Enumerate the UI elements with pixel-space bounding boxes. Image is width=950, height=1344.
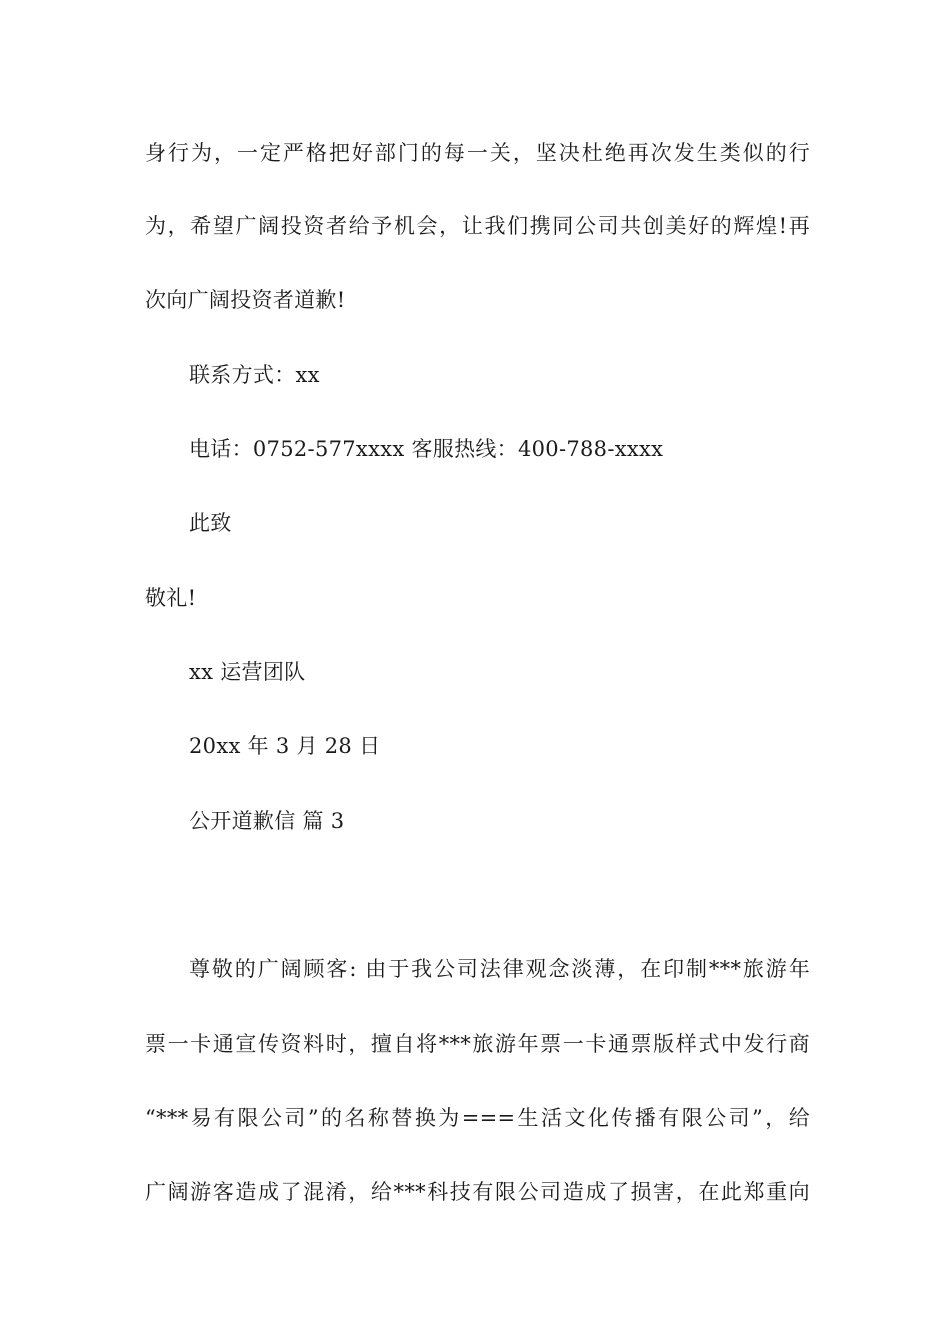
body-text-line: 票一卡通宣传资料时，擅自将***旅游年票一卡通票版样式中发行商 xyxy=(145,1032,810,1056)
signature-line: xx 运营团队 xyxy=(189,660,306,684)
body-text-line: 次向广阔投资者道歉! xyxy=(145,288,346,312)
body-text-line: “***易有限公司”的名称替换为===生活文化传播有限公司”，给 xyxy=(145,1106,810,1130)
salutation-line: 敬礼! xyxy=(145,586,197,610)
contact-line: 联系方式：xx xyxy=(189,363,320,387)
phone-line: 电话：0752-577xxxx 客服热线：400-788-xxxx xyxy=(189,437,664,461)
section-heading: 公开道歉信 篇 3 xyxy=(189,809,345,833)
body-text-line: 身行为，一定严格把好部门的每一关，坚决杜绝再次发生类似的行 xyxy=(145,141,810,165)
date-line: 20xx 年 3 月 28 日 xyxy=(189,734,381,758)
body-text-line: 尊敬的广阔顾客: 由于我公司法律观念淡薄，在印制***旅游年 xyxy=(189,957,810,981)
body-text-line: 为，希望广阔投资者给予机会，让我们携同公司共创美好的辉煌!再 xyxy=(145,214,810,238)
body-text-line: 广阔游客造成了混淆，给***科技有限公司造成了损害，在此郑重向 xyxy=(145,1180,810,1204)
closing-line: 此致 xyxy=(189,511,232,535)
